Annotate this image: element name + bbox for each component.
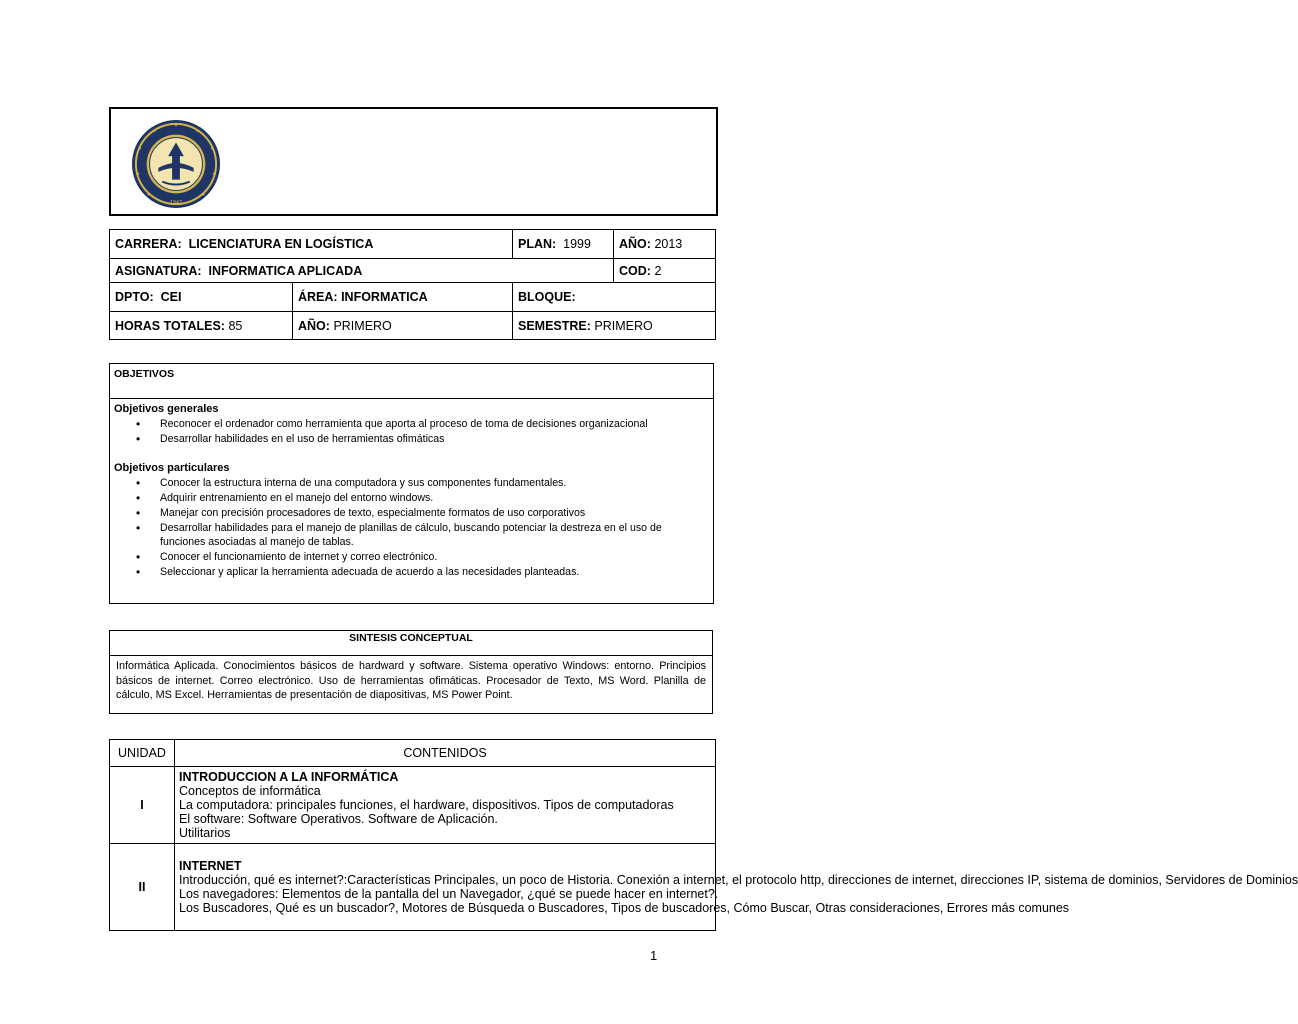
table-row: [110, 767, 716, 844]
list-item: • Conocer el funcionamiento de internet y correo electrónico.: [160, 550, 709, 565]
unidad-number: I: [110, 767, 175, 844]
contenido-line: Los Buscadores, Qué es un buscador?, Motores de Búsqueda o Buscadores, Tipos de buscadores, Cómo Buscar, Otras consideraciones, Errores más comunes: [179, 901, 1070, 915]
list-item: • Seleccionar y aplicar la herramienta adecuada de acuerdo a las necesidades planteadas.: [160, 565, 709, 580]
objetivos-generales-title: Objetivos generales: [114, 403, 219, 415]
list-item: • Conocer la estructura interna de una computadora y sus componentes fundamentales.: [160, 476, 709, 491]
objetivos-box: [109, 363, 714, 604]
dpto-cell: DPTO: CEI: [110, 283, 293, 312]
objetivos-title: OBJETIVOS: [110, 364, 713, 399]
sintesis-title: SINTESIS CONCEPTUAL: [110, 631, 712, 656]
contenido-line: Utilitarios: [179, 826, 231, 840]
objetivos-particulares-title: Objetivos particulares: [114, 462, 230, 475]
university-seal-logo: [127, 119, 225, 209]
contenido-line: Introducción, qué es internet?:Características Principales, un poco de Historia. Conexión a internet, el protocolo http, direcciones de internet, direcciones IP, sistema de dominios, Servidores de Dominios: [179, 873, 1298, 887]
table-row: [110, 844, 716, 931]
unidad-contenidos: [175, 844, 1298, 931]
course-info-table: [109, 229, 716, 340]
contenido-line: La computadora: principales funciones, el hardware, dispositivos. Tipos de computadoras: [179, 798, 674, 812]
horas-cell: HORAS TOTALES: 85: [110, 312, 293, 340]
asignatura-cell: ASIGNATURA: INFORMATICA APLICADA: [110, 259, 614, 283]
objetivos-particulares-list: [114, 476, 709, 580]
contenido-line: Conceptos de informática: [179, 784, 321, 798]
unidad-number: II: [110, 844, 175, 931]
list-item: • Manejar con precisión procesadores de texto, especialmente formatos de uso corporativos: [160, 506, 709, 521]
unidad-title: INTRODUCCION A LA INFORMÁTICA: [179, 770, 399, 784]
objetivos-generales-list: [114, 417, 709, 447]
anio-cell: AÑO: 2013: [614, 230, 716, 259]
page-number: 1: [650, 948, 658, 963]
unidad-title: INTERNET: [179, 859, 242, 873]
contenidos-table: [109, 739, 1298, 931]
contenido-line: El software: Software Operativos. Software de Aplicación.: [179, 812, 498, 826]
contenido-line: Los navegadores: Elementos de la pantalla del un Navegador, ¿qué se puede hacer en internet?.: [179, 887, 719, 901]
unidad-contenidos: [175, 767, 716, 844]
plan-cell: PLAN: 1999: [513, 230, 614, 259]
anio-curso-cell: AÑO: PRIMERO: [293, 312, 513, 340]
area-cell: ÁREA: INFORMATICA: [293, 283, 513, 312]
semestre-cell: SEMESTRE: PRIMERO: [513, 312, 716, 340]
carrera-cell: CARRERA: LICENCIATURA EN LOGÍSTICA: [110, 230, 513, 259]
cod-cell: COD: 2: [614, 259, 716, 283]
col-header-contenidos: CONTENIDOS: [175, 740, 716, 767]
col-header-unidad: UNIDAD: [110, 740, 175, 767]
list-item: • Desarrollar habilidades para el manejo de planillas de cálculo, buscando potenciar la destreza en el uso de funciones asociadas al manejo de tablas.: [160, 521, 709, 551]
list-item: • Desarrollar habilidades en el uso de herramientas ofimáticas: [160, 432, 709, 447]
sintesis-text: Informática Aplicada. Conocimientos básicos de hardward y software. Sistema operativo Windows: entorno. Principios básicos de internet. Correo electrónico. Uso de herramientas ofimáticas. Procesador de Texto, MS Word. Planilla de cálculo, MS Excel. Herramientas de presentación de diapositivas, MS Power Point.: [116, 660, 706, 701]
svg-text:— 1947 —: — 1947 —: [163, 200, 189, 207]
sintesis-box: [109, 630, 713, 714]
objetivos-body: [110, 399, 713, 583]
list-item: • Reconocer el ordenador como herramienta que aporta al proceso de toma de decisiones organizacional: [160, 417, 709, 432]
list-item: • Adquirir entrenamiento en el manejo del entorno windows.: [160, 491, 709, 506]
bloque-cell: BLOQUE:: [513, 283, 716, 312]
header-box: [109, 107, 718, 216]
